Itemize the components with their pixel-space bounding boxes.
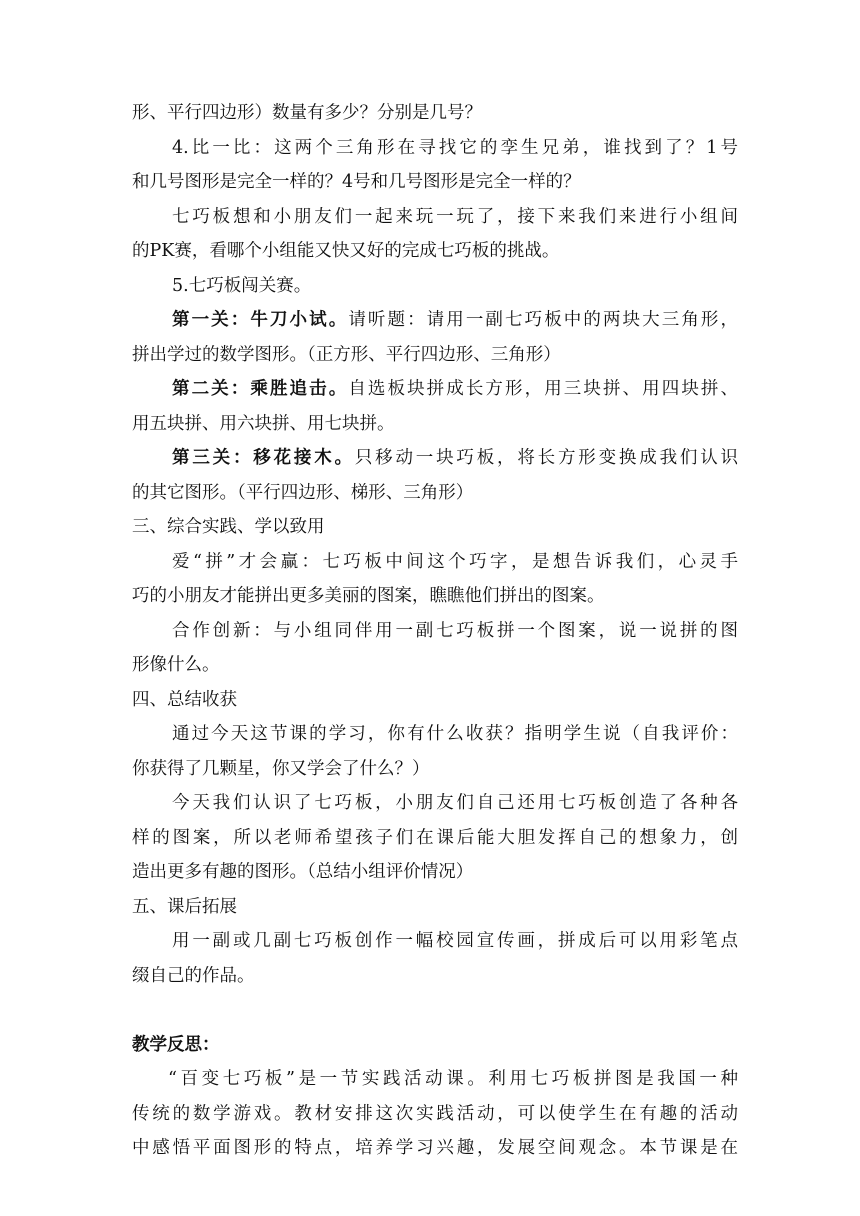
section-heading: 五、课后拓展 (132, 896, 237, 917)
level-two-title: 第二关：乘胜追击。 (172, 379, 349, 399)
level-one-title: 第一关：牛刀小试。 (172, 310, 349, 330)
text-line: 用五块拼、用六块拼、用七块拼。 (132, 413, 395, 434)
text-line: 样的图案，所以老师希望孩子们在课后能大胆发挥自己的想象力，创 (132, 827, 738, 848)
level-two-text: 自选板块拼成长方形，用三块拼、用四块拼、 (348, 379, 738, 399)
text-line: 中感悟平面图形的特点，培养学习兴趣，发展空间观念。本节课是在 (132, 1138, 738, 1158)
level-one-text: 请听题：请用一副七巧板中的两块大三角形， (348, 310, 738, 330)
level-three-text: 只移动一块巧板，将长方形变换成我们认识 (354, 448, 738, 468)
text-line: 拼出学过的数学图形。（正方形、平行四边形、三角形） (132, 344, 561, 365)
text-line: 用一副或几副七巧板创作一幅校园宣传画，拼成后可以用彩笔点 (172, 931, 738, 951)
section-heading: 三、综合实践、学以致用 (132, 517, 325, 537)
text-line: “百变七巧板”是一节实践活动课。利用七巧板拼图是我国一种 (168, 1069, 738, 1089)
section-heading: 四、总结收获 (132, 689, 237, 710)
text-line: 和几号图形是完全一样的？4号和几号图形是完全一样的？ (132, 172, 581, 192)
text-line: 你获得了几颗星，你又学会了什么？） (132, 758, 430, 779)
text-line: 巧的小朋友才能拼出更多美丽的图案，瞧瞧他们拼出的图案。 (132, 586, 605, 606)
text-line: 七巧板想和小朋友们一起来玩一玩了，接下来我们来进行小组间 (172, 206, 738, 227)
text-line: 形、平行四边形）数量有多少？分别是几号？ (132, 103, 482, 123)
blank-line (132, 993, 738, 1028)
text-line: 造出更多有趣的图形。（总结小组评价情况） (132, 862, 474, 882)
text-line: 缀自己的作品。 (132, 965, 255, 986)
level-three-title: 第三关：移花接木。 (172, 448, 355, 468)
text-line: 的PK赛，看哪个小组能又快又好的完成七巧板的挑战。 (132, 241, 560, 261)
text-line: 通过今天这节课的学习，你有什么收获？指明学生说（自我评价： (172, 724, 738, 744)
text-line: 形像什么。 (132, 655, 220, 675)
text-line: 合作创新：与小组同伴用一副七巧板拼一个图案，说一说拼的图 (172, 620, 738, 641)
text-line: 的其它图形。（平行四边形、梯形、三角形） (132, 482, 474, 503)
text-line: 4.比一比：这两个三角形在寻找它的孪生兄弟，谁找到了？1号 (172, 137, 738, 158)
text-line: 传统的数学游戏。教材安排这次实践活动，可以使学生在有趣的活动 (132, 1103, 738, 1124)
level-one-line (132, 303, 738, 338)
reflection-heading: 教学反思： (132, 1034, 220, 1055)
text-line: 5.七巧板闯关赛。 (172, 275, 312, 296)
text-line: 今天我们认识了七巧板，小朋友们自己还用七巧板创造了各种各 (172, 793, 738, 813)
level-three-line (132, 441, 738, 476)
document-page (132, 96, 738, 1166)
level-two-line (132, 372, 738, 407)
text-line: 爱“拼”才会赢：七巧板中间这个巧字，是想告诉我们，心灵手 (172, 551, 738, 572)
